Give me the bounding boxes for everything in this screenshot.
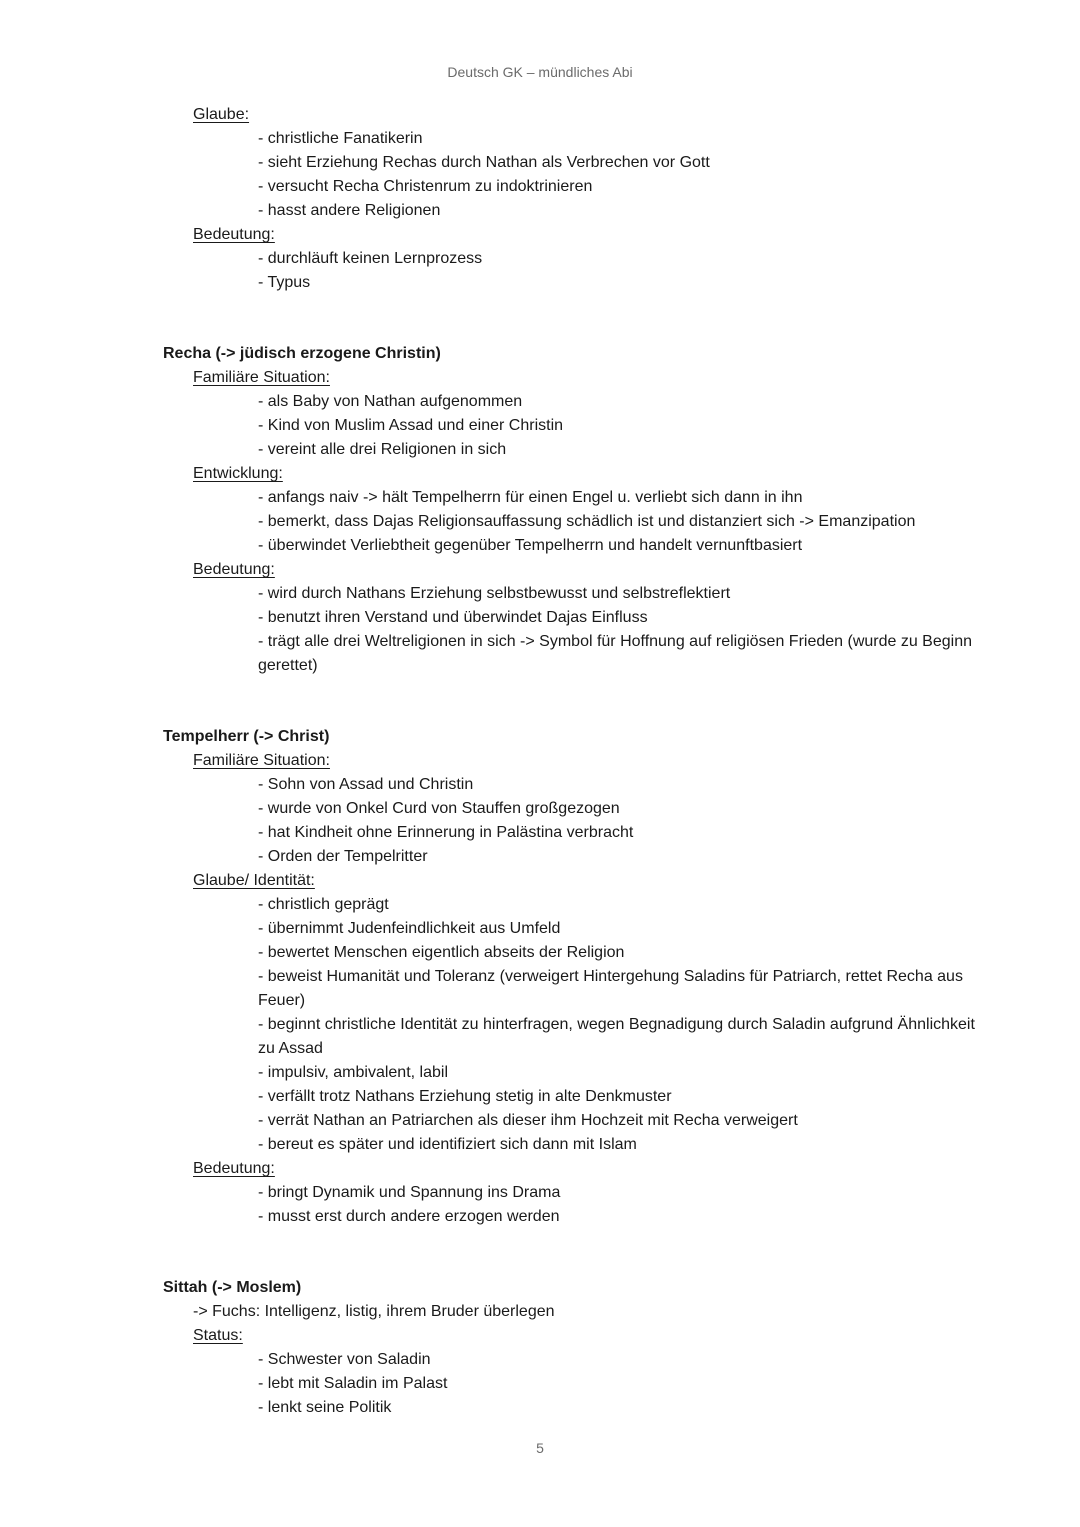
bullet-item: - Schwester von Saladin (258, 1351, 431, 1368)
section-title: Tempelherr (-> Christ) (163, 728, 330, 745)
subheading: Status: (193, 1327, 243, 1344)
bullet-item: - bringt Dynamik und Spannung ins Drama (258, 1184, 561, 1201)
bullet-item: - verfällt trotz Nathans Erziehung stetig in alte Denkmuster (258, 1088, 672, 1105)
bullet-item: - übernimmt Judenfeindlichkeit aus Umfeld (258, 920, 561, 937)
bullet-item: - Sohn von Assad und Christin (258, 776, 474, 793)
bullet-item: - anfangs naiv -> hält Tempelherrn für einen Engel u. verliebt sich dann in ihn (258, 489, 803, 506)
bullet-item: - Kind von Muslim Assad und einer Christin (258, 417, 564, 434)
bullet-item: - verrät Nathan an Patriarchen als dieser ihm Hochzeit mit Recha verweigert (258, 1112, 798, 1129)
bullet-item: - vereint alle drei Religionen in sich (258, 441, 507, 458)
subheading: Entwicklung: (193, 465, 283, 482)
section-title: Sittah (-> Moslem) (163, 1279, 302, 1296)
bullet-item: - christliche Fanatikerin (258, 130, 423, 147)
bullet-item: - hat Kindheit ohne Erinnerung in Palästina verbracht (258, 824, 634, 841)
bullet-item: - wird durch Nathans Erziehung selbstbewusst und selbstreflektiert (258, 585, 731, 602)
bullet-item: - beginnt christliche Identität zu hinterfragen, wegen Begnadigung durch Saladin aufgrund Ähnlichkeit (258, 1016, 975, 1033)
bullet-item: - Typus (258, 274, 311, 291)
bullet-item: - sieht Erziehung Rechas durch Nathan als Verbrechen vor Gott (258, 154, 710, 171)
bullet-item: zu Assad (258, 1040, 323, 1057)
bullet-item: - trägt alle drei Weltreligionen in sich -> Symbol für Hoffnung auf religiösen Frieden (wurde zu Beginn (258, 633, 972, 650)
bullet-item: - lebt mit Saladin im Palast (258, 1375, 448, 1392)
subheading: Familiäre Situation: (193, 369, 330, 386)
bullet-item: - musst erst durch andere erzogen werden (258, 1208, 560, 1225)
page-header: Deutsch GK – mündliches Abi (447, 64, 633, 80)
bullet-item: - hasst andere Religionen (258, 202, 441, 219)
bullet-item: Feuer) (258, 992, 306, 1009)
bullet-item: - bewertet Menschen eigentlich abseits der Religion (258, 944, 625, 961)
subheading: Glaube: (193, 106, 250, 123)
subheading: Bedeutung: (193, 1160, 275, 1177)
bullet-item: - wurde von Onkel Curd von Stauffen großgezogen (258, 800, 620, 817)
section-title: Recha (-> jüdisch erzogene Christin) (163, 345, 441, 362)
subheading: Glaube/ Identität: (193, 872, 315, 889)
bullet-item: - durchläuft keinen Lernprozess (258, 250, 483, 267)
bullet-item: - bereut es später und identifiziert sich dann mit Islam (258, 1136, 637, 1153)
subheading: Bedeutung: (193, 226, 275, 243)
bullet-item: - Orden der Tempelritter (258, 848, 428, 865)
bullet-item: - impulsiv, ambivalent, labil (258, 1064, 448, 1081)
subheading: Familiäre Situation: (193, 752, 330, 769)
bullet-item: - bemerkt, dass Dajas Religionsauffassung schädlich ist und distanziert sich -> Emanzipation (258, 513, 916, 530)
bullet-item: - christlich geprägt (258, 896, 389, 913)
subheading: Bedeutung: (193, 561, 275, 578)
bullet-item: - als Baby von Nathan aufgenommen (258, 393, 523, 410)
bullet-item: - versucht Recha Christenrum zu indoktrinieren (258, 178, 593, 195)
note-line: -> Fuchs: Intelligenz, listig, ihrem Bruder überlegen (193, 1303, 555, 1320)
bullet-item: gerettet) (258, 657, 318, 674)
bullet-item: - benutzt ihren Verstand und überwindet Dajas Einfluss (258, 609, 648, 626)
page-number: 5 (536, 1440, 544, 1456)
bullet-item: - überwindet Verliebtheit gegenüber Tempelherrn und handelt vernunftbasiert (258, 537, 803, 554)
bullet-item: - beweist Humanität und Toleranz (verweigert Hintergehung Saladins für Patriarch, rettet Recha aus (258, 968, 963, 985)
bullet-item: - lenkt seine Politik (258, 1399, 392, 1416)
